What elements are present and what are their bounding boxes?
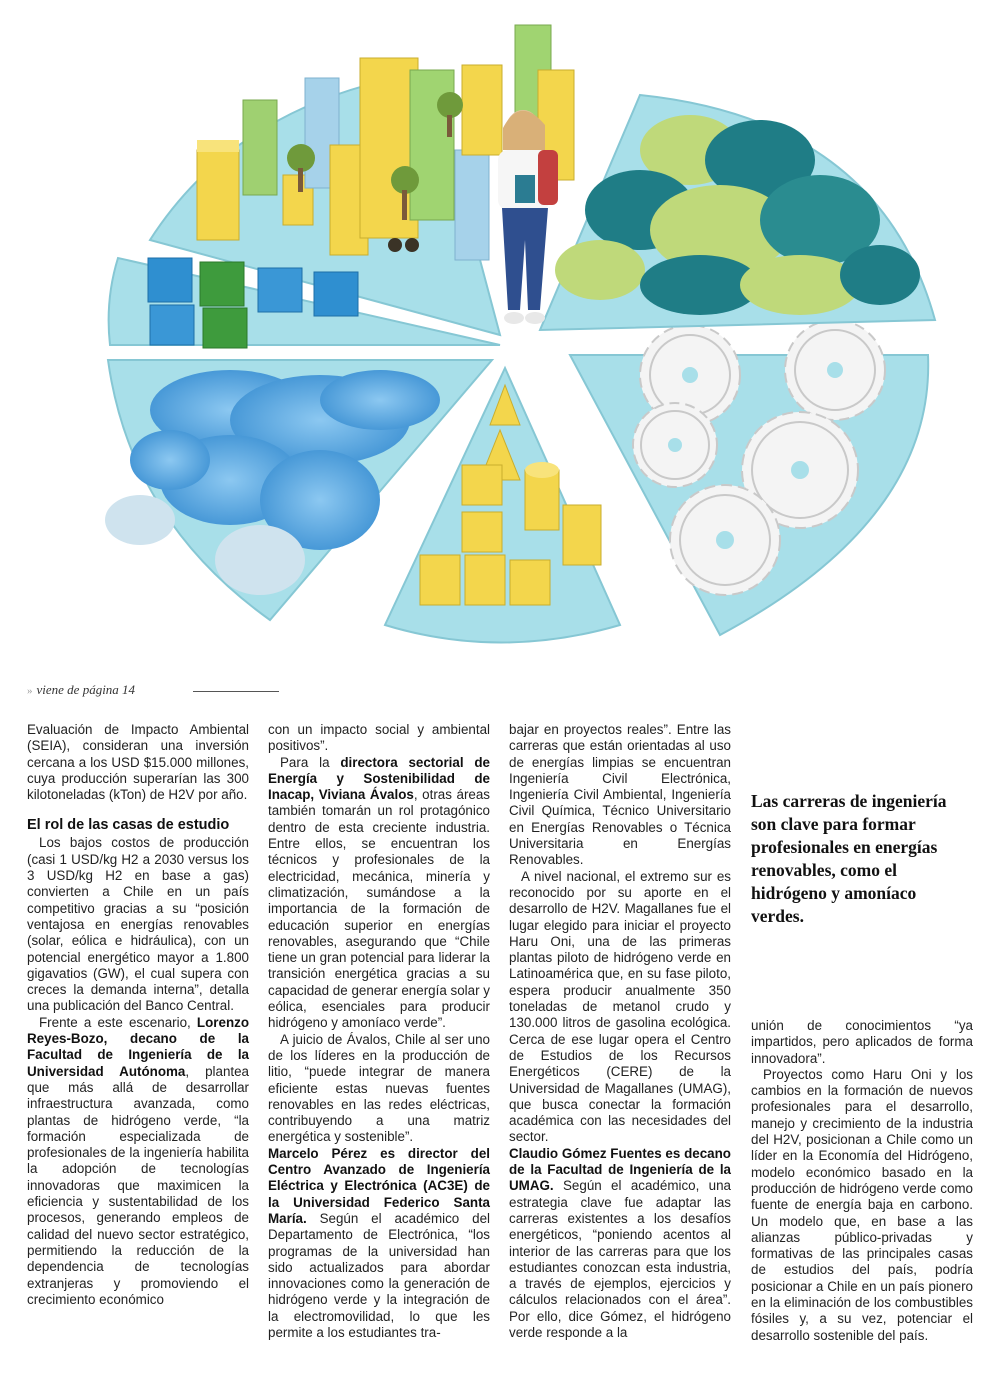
person-name: Claudio Gómez Fuentes es decano de la Facultad de Ingeniería de la UMAG.	[509, 1145, 731, 1194]
slice-green-paper	[540, 95, 935, 330]
article-column-2	[268, 722, 490, 1341]
article-column-3	[509, 722, 731, 1341]
continued-from-label: viene de página 14	[36, 682, 136, 697]
paragraph: A nivel nacional, el extremo sur es reconocido por su aporte en el desarrollo de H2V. Magallanes fue el lugar elegido para iniciar el proyecto Haru Oni, una de las primeras plantas piloto de hidrógeno verde en Latinoamérica que, en su fase piloto, espera producir anualmente 350 toneladas de metanol crudo y 130.000 litros de gasolina ecológica. Cerca de ese lugar opera el Centro de Estudios de los Recursos Energéticos (CERE) de la Universidad de Magallanes (UMAG), que busca conectar la formación académica con las necesidades del sector.	[509, 868, 731, 1145]
slice-gears	[570, 320, 928, 635]
paragraph: Proyectos como Haru Oni y los cambios en la formación de nuevos profesionales para el desarrollo, manejo y crecimiento de la industria del H2V, posicionan a Chile como un líder en la Economía del Hidrógeno, modelo económico basado en la producción de hidrógeno verde como fuente de energía baja en carbono. Un modelo que, en base a las alianzas público-privadas y formativas de las principales casas de estudios del país, podría posicionar a Chile en un país pionero en la eliminación de los combustibles fósiles y, a su vez, potenciar el desarrollo sostenible del país.	[751, 1066, 973, 1343]
text: Según el académico del Departamento de Electrónica, “los programas de la universidad han sido actualizados para abordar innovaciones como la generación de hidrógeno verde y la integración de la electromovilidad, lo que les permite a los estudiantes tra-	[268, 1210, 490, 1340]
paragraph	[27, 1015, 249, 1308]
pie-illustration	[0, 0, 1000, 668]
paragraph: con un impacto social y ambiental positivos”.	[268, 722, 490, 754]
person-name: Lorenzo Reyes-Bozo, decano de la Facultad de Ingeniería de la Universidad Autónoma	[27, 1014, 249, 1079]
article-column-1	[27, 722, 249, 1308]
continued-from-page	[27, 682, 257, 702]
text: Según el académico, una estrategia clave fue adaptar las carreras existentes a los desafíos energéticos, “poniendo acentos al interior de las carreras para que los estudiantes conozcan esta industria, a través de ejemplos, ejercicios y cálculos relacionados con el área”. Por ello, dice Gómez, el hidrógeno verde responde a la	[509, 1178, 731, 1340]
continuation-arrows-icon: »	[27, 685, 33, 697]
article-column-4	[751, 1018, 973, 1344]
paragraph	[268, 1146, 490, 1342]
paragraph: unión de conocimientos “ya impartidos, pero aplicados de forma innovadora”.	[751, 1018, 973, 1066]
paragraph: A juicio de Ávalos, Chile al ser uno de los líderes en la producción de litio, “puede integrar de manera eficiente estas nuevas fuentes renovables en las redes eléctricas, contribuyendo a una matriz energética y sostenible”.	[268, 1031, 490, 1145]
paragraph	[509, 1146, 731, 1342]
text: , plantea que más allá de desarrollar infraestructura avanzada, como plantas de hidrógeno verde, “la formación especializada de profesionales de la ingeniería habilita la adopción de tecnologías innovadoras que maximicen la eficiencia y sustentabilidad de los procesos, generando empleos de calidad del nuevo sector estratégico, permitiendo la reducción de la dependencia de tecnologías extranjeras y promoviendo el crecimiento económico	[27, 1063, 250, 1307]
pull-quote: Las carreras de ingeniería son clave para formar profesionales en energías renovables, como el hidrógeno y amoníaco verdes.	[751, 791, 947, 926]
section-title: El rol de las casas de estudio	[27, 817, 230, 834]
paragraph: bajar en proyectos reales”. Entre las carreras que están orientadas al uso de energías limpias se encuentran Ingeniería Civil Electrónica, Ingeniería Civil Ambiental, Ingeniería Civil Química, Técnico Universitario en Energías Renovables o Técnica Universitaria en Energías Renovables.	[509, 722, 731, 868]
paragraph: Los bajos costos de producción (casi 1 USD/kg H2 a 2030 versus los 3 USD/kg H2 en base a gas) convierten a Chile en un país competitivo gracias a su “posición ventajosa en energías renovables (solar, eólica e hidráulica), con un potencial energético mayor a 1.800 gigavatios (GW), el cual supera con creces la demanda interna”, detalla una publicación del Banco Central.	[27, 835, 249, 1014]
person-name: Marcelo Pérez es director del Centro Avanzado de Ingeniería Eléctrica y Electrónica (AC3E) de la Universidad Federico Santa María.	[268, 1145, 490, 1226]
person-name: directora sectorial de Energía y Sostenibilidad de Inacap, Viviana Ávalos	[268, 754, 490, 803]
divider	[193, 691, 279, 692]
paragraph	[268, 755, 490, 1032]
text: , otras áreas también tomarán un rol protagónico dentro de esta creciente industria. Entre ellos, se encuentran los técnicos y profesionales de la electricidad, mecánica, minería y climatización, sumándose a la importancia de la formación de educación superior en energías renovables, asegurando que “Chile tiene un gran potencial para liderar la transición energética gracias a su capacidad de generar energía solar y eólica, esenciales para producir hidrógeno y amoníaco verde”.	[268, 787, 490, 1031]
text: Para la	[280, 754, 341, 770]
paragraph: Evaluación de Impacto Ambiental (SEIA), consideran una inversión cercana a los USD $15.000 millones, cuya producción superarían las 300 kilotoneladas (kTon) de H2V por año.	[27, 722, 249, 803]
text: Frente a este escenario,	[39, 1014, 197, 1030]
